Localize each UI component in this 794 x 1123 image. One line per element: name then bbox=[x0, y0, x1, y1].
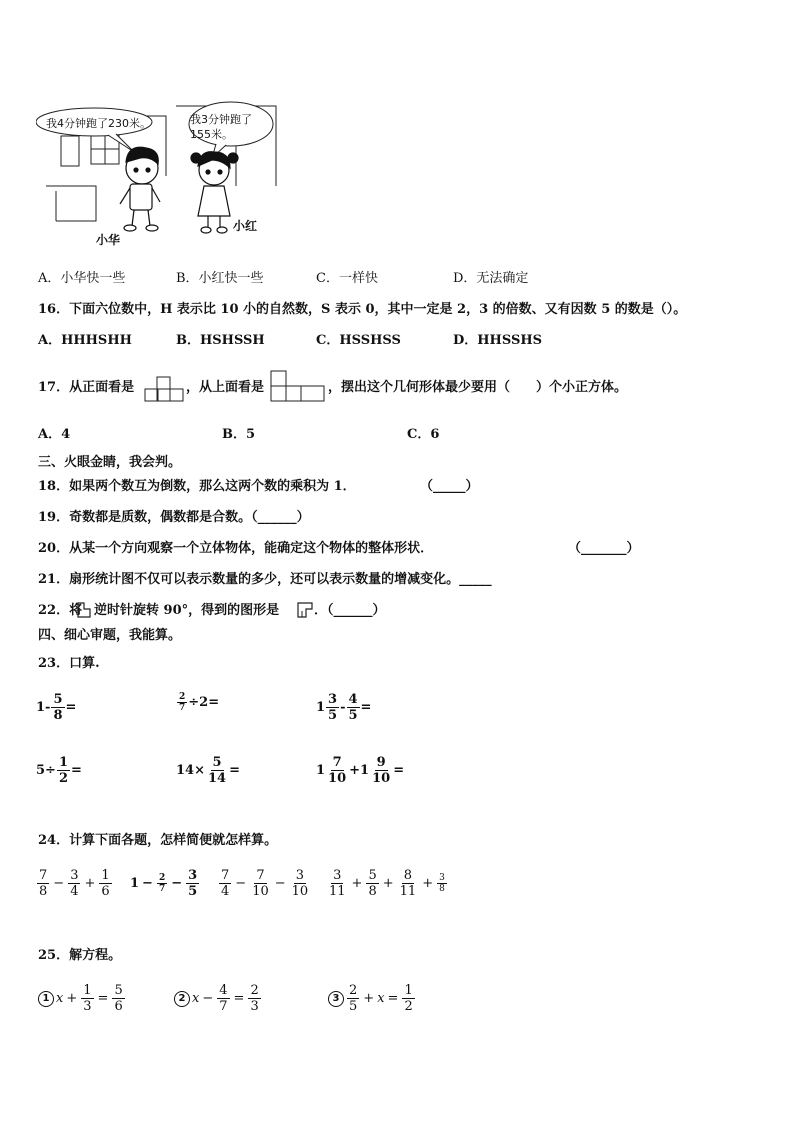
numerator: 3 bbox=[333, 868, 342, 883]
fraction bbox=[217, 983, 229, 1014]
fraction bbox=[402, 983, 414, 1014]
q22-text-part2: 逆时针旋转 90°，得到的图形是 bbox=[94, 603, 280, 618]
fraction bbox=[68, 868, 80, 899]
q15-option-a: A．小华快一些 bbox=[38, 271, 126, 286]
fraction bbox=[326, 755, 348, 786]
top-view-figure bbox=[270, 370, 326, 402]
denominator: 2 bbox=[404, 999, 413, 1014]
operator: + bbox=[363, 991, 375, 1006]
q24-expression-3 bbox=[218, 868, 311, 899]
whole-number: 1 bbox=[316, 700, 326, 715]
equals: = bbox=[229, 763, 240, 778]
q23-r1c1-lead: 1- bbox=[36, 700, 51, 715]
q23-r1c2-tail: ÷2= bbox=[188, 695, 220, 710]
denominator: 8 bbox=[368, 884, 377, 899]
rotation-source-shape bbox=[76, 601, 92, 619]
q20-statement: 20．从某一个方向观察一个立体物体，能确定这个物体的整体形状． bbox=[38, 541, 434, 556]
denominator: 7 bbox=[158, 884, 166, 894]
fraction bbox=[81, 983, 93, 1014]
girl-name-label: 小红 bbox=[233, 219, 258, 233]
denominator: 5 bbox=[349, 999, 358, 1014]
section-3-heading: 三、火眼金睛，我会判。 bbox=[38, 455, 182, 470]
bubble-right-line2: 155米。 bbox=[190, 128, 233, 141]
minus-sign: − bbox=[171, 876, 183, 891]
numerator: 3 bbox=[70, 868, 79, 883]
fraction bbox=[186, 868, 199, 899]
fraction bbox=[206, 755, 228, 786]
equals: = bbox=[71, 763, 82, 778]
numerator: 1 bbox=[83, 983, 92, 998]
denominator: 2 bbox=[58, 771, 68, 786]
q22-text-part3: ．（______） bbox=[314, 603, 386, 618]
q25-equation-2 bbox=[174, 983, 262, 1014]
denominator: 3 bbox=[83, 999, 92, 1014]
q23-r2c2-lead: 14× bbox=[176, 763, 205, 778]
q18-answer-blank[interactable]: （_____） bbox=[420, 479, 479, 494]
fraction bbox=[219, 868, 231, 899]
fraction bbox=[370, 755, 392, 786]
numerator: 3 bbox=[295, 868, 305, 883]
q16-question: 16．下面六位数中，H 表示比 10 小的自然数，S 表示 0，其中一定是 2，3 的倍数、又有因数 5 的数是（）。 bbox=[38, 302, 687, 317]
q23-r2c1-lead: 5÷ bbox=[36, 763, 56, 778]
denominator: 14 bbox=[207, 771, 227, 786]
numerator: 8 bbox=[403, 868, 413, 883]
operator: − bbox=[274, 876, 286, 891]
q17-option-a: A．4 bbox=[38, 427, 71, 442]
q16-option-d: D．HHSSHS bbox=[453, 333, 543, 348]
q15-option-d: D．无法确定 bbox=[453, 271, 529, 286]
whole-number: 1 bbox=[130, 876, 140, 891]
q24-expression-1 bbox=[36, 868, 113, 899]
operator: + bbox=[84, 876, 96, 891]
bubble-right-line1: 我3分钟跑了 bbox=[190, 113, 252, 126]
numerator: 4 bbox=[348, 692, 358, 707]
denominator: 8 bbox=[439, 884, 445, 894]
operator: + bbox=[66, 991, 78, 1006]
q23-r2c3 bbox=[316, 755, 404, 786]
equals: = bbox=[393, 763, 405, 778]
denominator: 3 bbox=[250, 999, 259, 1014]
denominator: 11 bbox=[399, 884, 417, 899]
numerator: 3 bbox=[188, 868, 198, 883]
q16-option-c: C．HSSHSS bbox=[316, 333, 401, 348]
q23-r1c3 bbox=[316, 692, 371, 723]
denominator: 5 bbox=[188, 884, 198, 899]
minus-sign: − bbox=[142, 876, 153, 891]
q16-option-b: B．HSHSSH bbox=[176, 333, 265, 348]
rotated-result-shape bbox=[296, 601, 314, 619]
q24-expression-2 bbox=[130, 868, 200, 899]
q20-answer-blank[interactable]: （_______） bbox=[568, 541, 640, 556]
denominator: 11 bbox=[329, 884, 346, 899]
whole-number: 1 bbox=[316, 763, 326, 778]
denominator: 5 bbox=[328, 708, 338, 723]
q21-statement: 21．扇形统计图不仅可以表示数量的多少，还可以表示数量的增减变化。_____ bbox=[38, 572, 492, 587]
q17-text-part2: ，从上面看是 bbox=[186, 380, 265, 395]
fraction bbox=[37, 868, 49, 899]
denominator: 10 bbox=[372, 771, 391, 786]
numerator: 2 bbox=[179, 692, 186, 702]
numerator: 1 bbox=[101, 868, 110, 883]
denominator: 6 bbox=[114, 999, 123, 1014]
equals: = bbox=[387, 991, 399, 1006]
q22-text-part1: 22．将 bbox=[38, 603, 83, 618]
fraction bbox=[177, 692, 187, 713]
q23-r2c2 bbox=[176, 755, 240, 786]
fraction bbox=[57, 755, 70, 786]
denominator: 10 bbox=[291, 884, 309, 899]
bubble-left-text: 我4分钟跑了230米。 bbox=[46, 117, 151, 130]
numerator: 5 bbox=[53, 692, 63, 707]
denominator: 4 bbox=[70, 884, 79, 899]
equals: = bbox=[360, 700, 372, 715]
operator: +1 bbox=[349, 763, 370, 778]
q25-equation-3 bbox=[328, 983, 416, 1014]
section-4-heading: 四、细心审题，我能算。 bbox=[38, 628, 182, 643]
fraction bbox=[347, 692, 360, 723]
denominator: 7 bbox=[219, 999, 228, 1014]
equation-number-badge: 2 bbox=[174, 991, 190, 1007]
operator: + bbox=[382, 876, 394, 891]
q23-title: 23．口算. bbox=[38, 656, 100, 671]
front-view-figure bbox=[144, 376, 184, 402]
numerator: 5 bbox=[114, 983, 123, 998]
fraction bbox=[366, 868, 378, 899]
fraction bbox=[326, 692, 339, 723]
q15-option-c: C．一样快 bbox=[316, 271, 378, 286]
fraction bbox=[327, 868, 348, 899]
denominator: 10 bbox=[252, 884, 269, 899]
numerator: 2 bbox=[158, 873, 166, 883]
q24-title: 24．计算下面各题，怎样简便就怎样算。 bbox=[38, 833, 278, 848]
numerator: 2 bbox=[250, 983, 259, 998]
numerator: 3 bbox=[328, 692, 338, 707]
operator: − bbox=[202, 991, 214, 1006]
denominator: 10 bbox=[328, 771, 347, 786]
fraction bbox=[347, 983, 359, 1014]
numerator: 7 bbox=[39, 868, 48, 883]
fraction bbox=[250, 868, 271, 899]
variable: x bbox=[377, 991, 385, 1006]
fraction bbox=[248, 983, 260, 1014]
fraction bbox=[398, 868, 419, 899]
denominator: 7 bbox=[179, 703, 186, 713]
numerator: 9 bbox=[376, 755, 386, 770]
q17-text-part3: ，摆出这个几何形体最少要用（ ）个小正方体。 bbox=[328, 380, 628, 395]
q18-statement: 18．如果两个数互为倒数，那么这两个数的乘积为 1． bbox=[38, 479, 356, 494]
numerator: 2 bbox=[349, 983, 358, 998]
q16-option-a: A．HHHSHH bbox=[38, 333, 132, 348]
numerator: 5 bbox=[212, 755, 222, 770]
fraction bbox=[51, 692, 64, 723]
q17-option-c: C．6 bbox=[407, 427, 440, 442]
fraction bbox=[437, 873, 447, 894]
operator: − bbox=[53, 876, 65, 891]
numerator: 7 bbox=[256, 868, 265, 883]
fraction bbox=[112, 983, 124, 1014]
denominator: 5 bbox=[348, 708, 358, 723]
fraction bbox=[290, 868, 311, 899]
q23-r1c1 bbox=[36, 692, 76, 723]
q24-expression-4 bbox=[326, 868, 448, 899]
equals: = bbox=[65, 700, 77, 715]
operator: - bbox=[340, 700, 346, 715]
numerator: 1 bbox=[404, 983, 413, 998]
boy-name-label: 小华 bbox=[96, 233, 121, 247]
numerator: 3 bbox=[439, 873, 445, 883]
q19-statement: 19．奇数都是质数，偶数都是合数。（______） bbox=[38, 510, 310, 525]
q17-text-part1: 17．从正面看是 bbox=[38, 380, 135, 395]
operator: + bbox=[422, 876, 434, 891]
equals: = bbox=[97, 991, 109, 1006]
operator: − bbox=[235, 876, 247, 891]
equation-number-badge: 1 bbox=[38, 991, 54, 1007]
q23-r2c1 bbox=[36, 755, 82, 786]
q25-equation-1 bbox=[38, 983, 126, 1014]
denominator: 4 bbox=[221, 884, 230, 899]
equation-number-badge: 3 bbox=[328, 991, 344, 1007]
numerator: 7 bbox=[332, 755, 342, 770]
denominator: 6 bbox=[101, 884, 110, 899]
q23-r1c2 bbox=[176, 692, 219, 713]
fraction bbox=[157, 873, 167, 894]
fraction bbox=[99, 868, 111, 899]
q17-option-b: B．5 bbox=[222, 427, 256, 442]
operator: + bbox=[351, 876, 363, 891]
variable: x bbox=[56, 991, 64, 1006]
denominator: 8 bbox=[39, 884, 48, 899]
variable: x bbox=[192, 991, 200, 1006]
numerator: 7 bbox=[221, 868, 230, 883]
q15-option-b: B．小红快一些 bbox=[176, 271, 264, 286]
denominator: 8 bbox=[53, 708, 63, 723]
q25-title: 25．解方程。 bbox=[38, 948, 122, 963]
numerator: 1 bbox=[58, 755, 68, 770]
numerator: 5 bbox=[368, 868, 377, 883]
numerator: 4 bbox=[219, 983, 228, 998]
equals: = bbox=[233, 991, 245, 1006]
